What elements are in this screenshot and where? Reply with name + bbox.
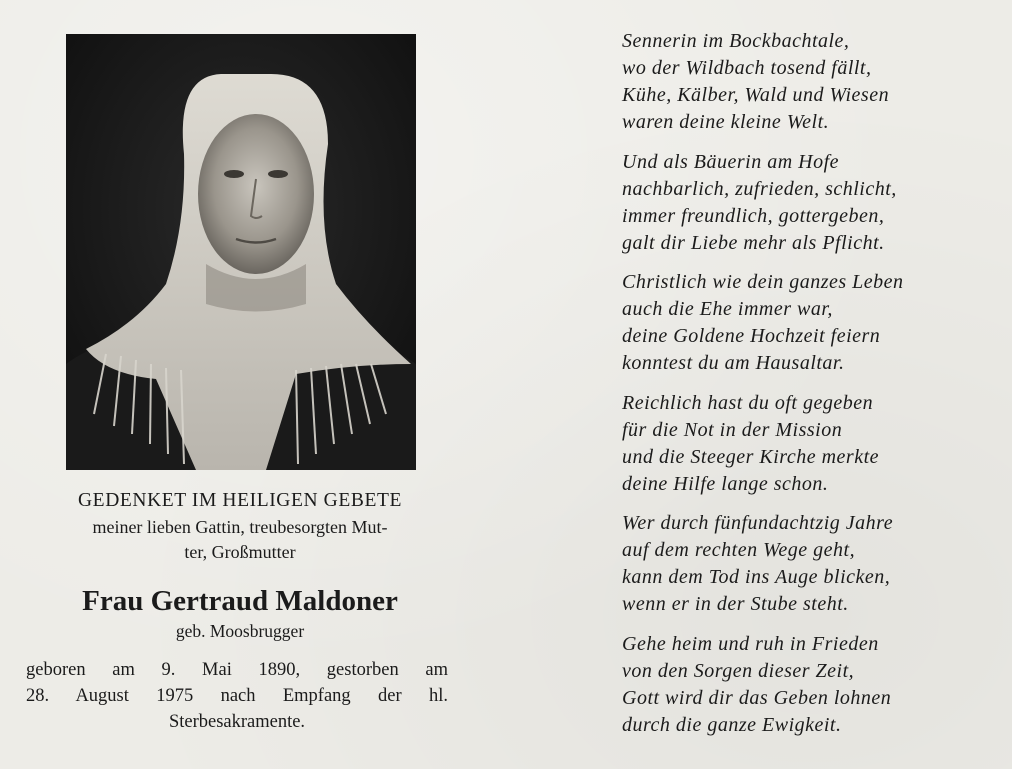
dedication-line: meiner lieben Gattin, treubesorgten Mut- (92, 517, 388, 537)
poem-line: auf dem rechten Wege geht, (622, 539, 856, 561)
poem-line: Gehe heim und ruh in Frieden (622, 632, 879, 655)
poem-line: galt dir Liebe mehr als Pflicht. (622, 231, 885, 254)
poem-line: von den Sorgen dieser Zeit, (622, 659, 855, 682)
poem-stanza-3 (622, 269, 982, 377)
poem-line: Sennerin im Bockbachtale, (622, 30, 850, 52)
deceased-name: Frau Gertraud Maldoner (82, 585, 398, 617)
prayer-heading: GEDENKET IM HEILIGEN GEBETE (78, 490, 402, 511)
poem-line: kann dem Tod ins Auge blicken, (622, 566, 891, 588)
poem-line: durch die ganze Ewigkeit. (622, 713, 842, 736)
poem-stanza-2 (622, 149, 982, 257)
poem-stanza-1 (622, 28, 982, 136)
dates-line: Sterbesakramente. (168, 712, 306, 732)
poem-line: Gott wird dir das Geben lohnen (622, 686, 892, 709)
poem-line: deine Hilfe lange schon. (622, 472, 829, 495)
poem-line: Wer durch fünfundachtzig Jahre (622, 512, 894, 534)
poem-line: und die Steeger Kirche merkte (622, 445, 880, 468)
poem-line: für die Not in der Mission (622, 418, 843, 441)
poem-line: deine Goldene Hochzeit feiern (622, 325, 881, 347)
dates-line: geboren am 9. Mai 1890, gestorben am (26, 660, 448, 680)
poem-line: Reichlich hast du oft gegeben (622, 391, 874, 414)
poem-line: wenn er in der Stube steht. (622, 593, 849, 615)
portrait-illustration (66, 34, 416, 470)
dates-line: 28. August 1975 nach Empfang der hl. (26, 686, 448, 706)
poem-line: wo der Wildbach tosend fällt, (622, 57, 872, 79)
poem-line: Und als Bäuerin am Hofe (622, 150, 840, 173)
life-dates (26, 657, 448, 735)
poem-line: immer freundlich, gottergeben, (622, 204, 885, 227)
portrait-photo (66, 34, 416, 470)
poem-stanza-4 (622, 390, 982, 498)
poem-line: Kühe, Kälber, Wald und Wiesen (622, 84, 890, 106)
maiden-name: geb. Moosbrugger (175, 621, 305, 641)
poem-line: auch die Ehe immer war, (622, 298, 833, 320)
poem-stanza-6 (622, 631, 982, 739)
poem-line: konntest du am Hausaltar. (622, 352, 845, 374)
poem-line: nachbarlich, zufrieden, schlicht, (622, 177, 897, 200)
dedication-line: ter, Großmutter (184, 542, 296, 562)
dedication-text (20, 515, 460, 565)
memorial-poem (622, 28, 982, 751)
poem-line: Christlich wie dein ganzes Leben (622, 271, 904, 293)
poem-line: waren deine kleine Welt. (622, 111, 830, 133)
poem-stanza-5 (622, 510, 982, 618)
